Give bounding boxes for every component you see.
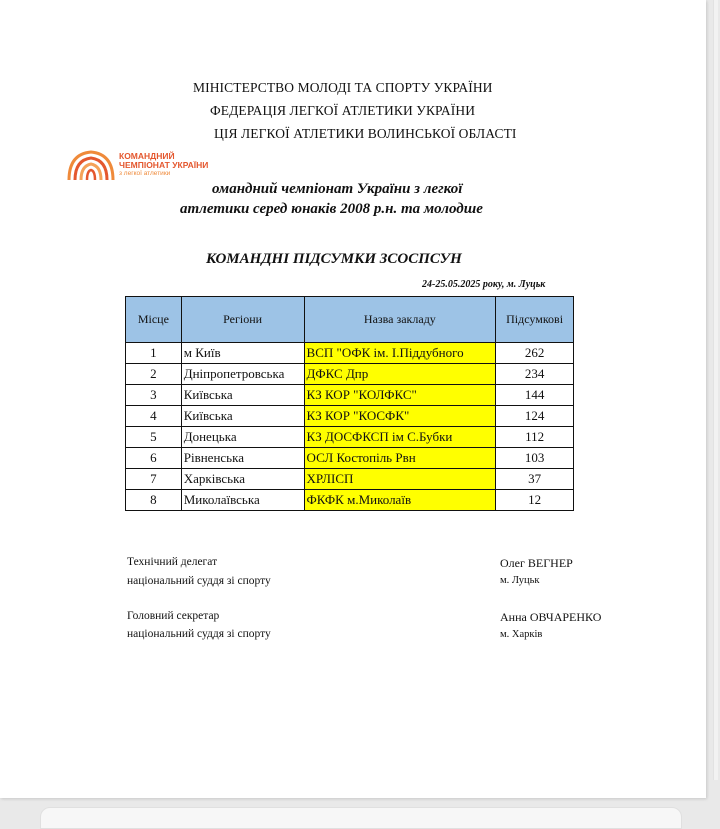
cell-region: Київська [181, 406, 304, 427]
championship-logo [67, 148, 227, 184]
cell-score: 103 [496, 448, 574, 469]
cell-region: м Київ [181, 343, 304, 364]
tech-delegate-title: національний суддя зі спорту [127, 575, 271, 587]
logo-text-line2: ЧЕМПІОНАТ УКРАЇНИ [119, 160, 209, 170]
cell-school: КЗ КОР "КОЛФКС" [304, 385, 496, 406]
tech-delegate-name: Олег ВЕГНЕР [500, 556, 573, 570]
cell-place: 3 [126, 385, 182, 406]
cell-score: 112 [496, 427, 574, 448]
cell-school: ХРЛІСП [304, 469, 496, 490]
cell-score: 144 [496, 385, 574, 406]
column-header-school: Назва закладу [304, 297, 496, 343]
table-row [126, 385, 574, 406]
cell-school: ФКФК м.Миколаїв [304, 490, 496, 511]
column-header-region: Регіони [181, 297, 304, 343]
logo-text-line3: з легкої атлетики [119, 170, 171, 177]
vertical-scrollbar[interactable] [712, 0, 718, 790]
cell-region: Харківська [181, 469, 304, 490]
table-row [126, 490, 574, 511]
chief-secretary-title: національний суддя зі спорту [127, 628, 271, 640]
table-row [126, 448, 574, 469]
cell-region: Донецька [181, 427, 304, 448]
cell-region: Київська [181, 385, 304, 406]
tech-delegate-city: м. Луцьк [500, 575, 540, 586]
cell-region: Миколаївська [181, 490, 304, 511]
table-header-row [126, 297, 574, 343]
cell-place: 2 [126, 364, 182, 385]
cell-school: КЗ ДОСФКСП ім С.Бубки [304, 427, 496, 448]
table-row [126, 343, 574, 364]
cell-place: 8 [126, 490, 182, 511]
chief-secretary-city: м. Харків [500, 629, 543, 640]
cell-place: 4 [126, 406, 182, 427]
document-title-line1: омандний чемпіонат України з легкої [212, 181, 463, 197]
cell-place: 1 [126, 343, 182, 364]
cell-school: ВСП "ОФК ім. І.Піддубного [304, 343, 496, 364]
cell-place: 7 [126, 469, 182, 490]
column-header-place: Місце [126, 297, 182, 343]
cell-score: 124 [496, 406, 574, 427]
document-title-line2: атлетики серед юнаків 2008 р.н. та молодше [180, 201, 483, 217]
cell-score: 262 [496, 343, 574, 364]
stadium-arch-icon [67, 148, 115, 182]
table-row [126, 427, 574, 448]
cell-school: КЗ КОР "КОСФК" [304, 406, 496, 427]
results-heading: КОМАНДНІ ПІДСУМКИ ЗСОСПСУН [206, 251, 462, 267]
cell-region: Рівненська [181, 448, 304, 469]
cell-score: 12 [496, 490, 574, 511]
cell-school: ДФКС Дпр [304, 364, 496, 385]
table-row [126, 469, 574, 490]
logo-text-line1: КОМАНДНИЙ [119, 151, 175, 161]
cell-place: 6 [126, 448, 182, 469]
header-federation: ФЕДЕРАЦІЯ ЛЕГКОЇ АТЛЕТИКИ УКРАЇНИ [210, 103, 476, 118]
cell-school: ОСЛ Костопіль Рвн [304, 448, 496, 469]
chief-secretary-role: Головний секретар [127, 610, 220, 622]
column-header-score: Підсумкові [496, 297, 574, 343]
scrollbar-thumb[interactable] [713, 0, 718, 780]
date-location: 24-25.05.2025 року, м. Луцьк [422, 279, 546, 290]
table-row [126, 364, 574, 385]
cell-region: Дніпропетровська [181, 364, 304, 385]
viewer-bottom-bar[interactable] [40, 807, 682, 829]
table-row [126, 406, 574, 427]
team-results-table [125, 296, 574, 511]
cell-place: 5 [126, 427, 182, 448]
tech-delegate-role: Технічний делегат [127, 556, 218, 568]
header-ministry: МІНІСТЕРСТВО МОЛОДІ ТА СПОРТУ УКРАЇНИ [193, 80, 493, 95]
chief-secretary-name: Анна ОВЧАРЕНКО [500, 610, 602, 624]
cell-score: 234 [496, 364, 574, 385]
header-regional-federation: ЦІЯ ЛЕГКОЇ АТЛЕТИКИ ВОЛИНСЬКОЇ ОБЛАСТІ [214, 126, 517, 141]
cell-score: 37 [496, 469, 574, 490]
